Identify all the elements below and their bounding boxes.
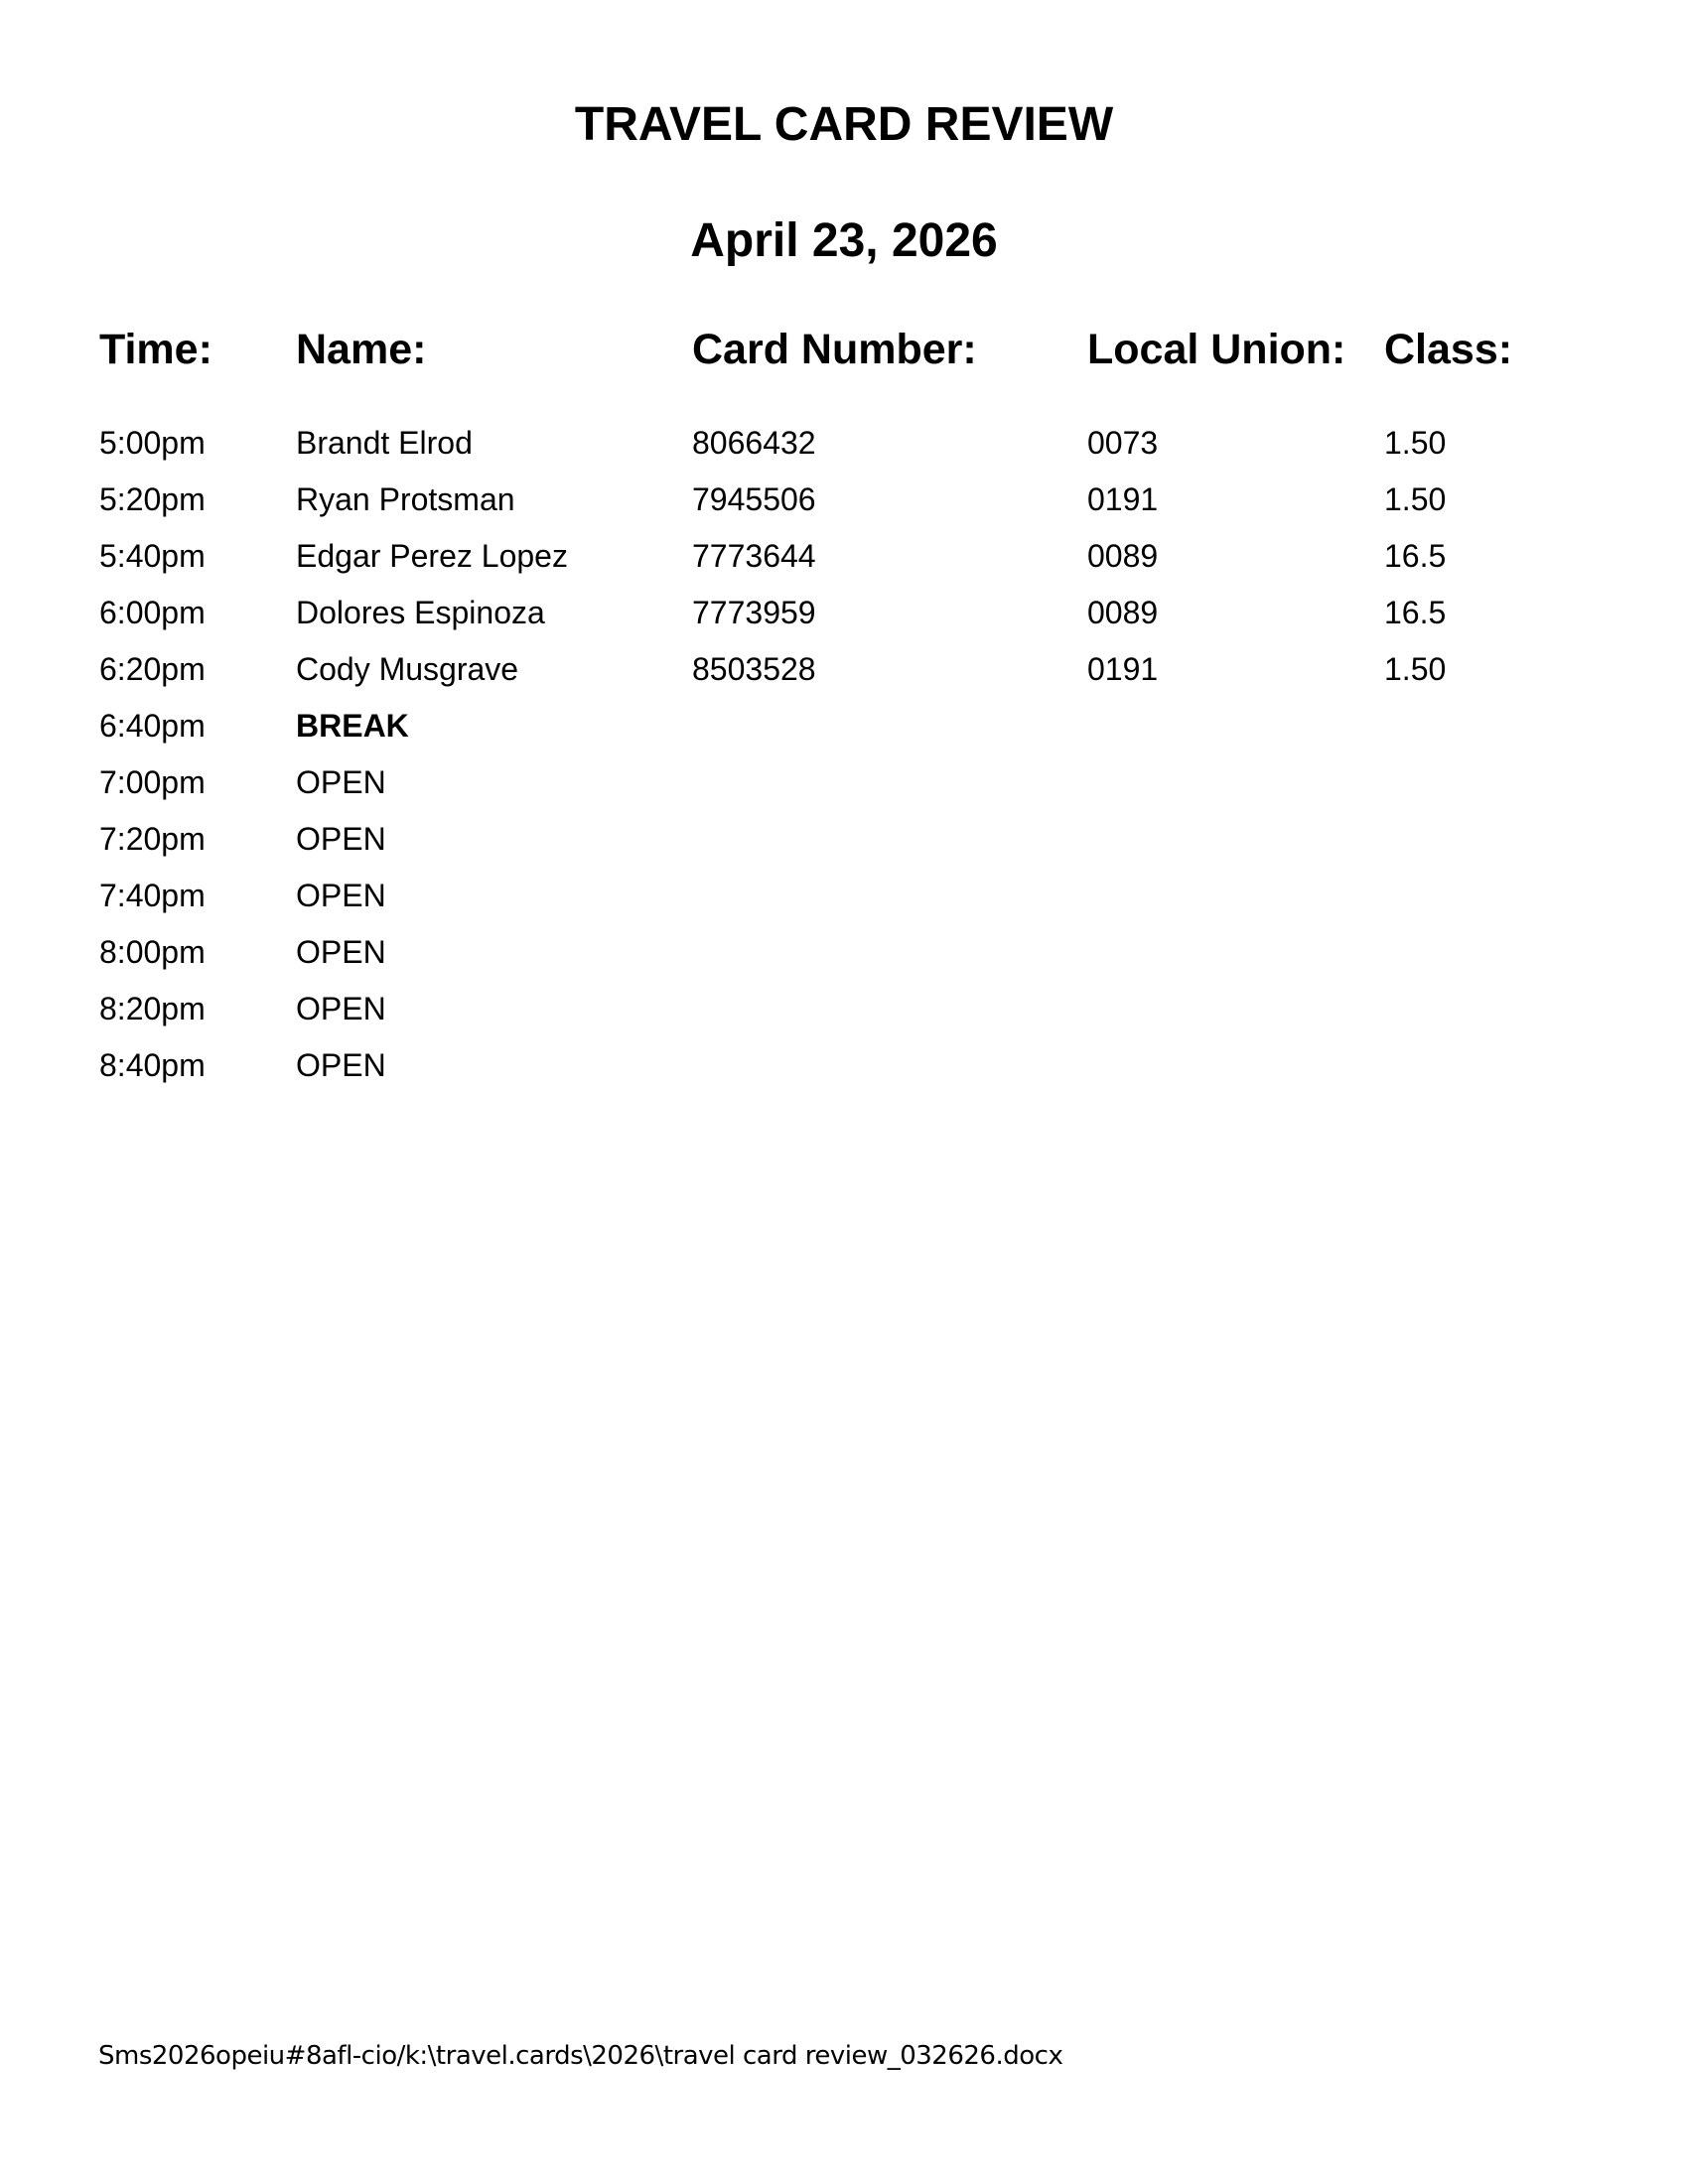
table-row-open bbox=[0, 936, 1688, 976]
row-name-open: OPEN bbox=[296, 934, 386, 970]
table-row-break bbox=[0, 710, 1688, 750]
row-local-union: 0089 bbox=[1087, 538, 1159, 574]
table-row-open bbox=[0, 1049, 1688, 1089]
row-name: Cody Musgrave bbox=[296, 651, 519, 687]
review-date: April 23, 2026 bbox=[690, 214, 998, 267]
row-class: 16.5 bbox=[1384, 595, 1447, 630]
row-card-number: 8066432 bbox=[692, 425, 816, 461]
header-local-union: Local Union: bbox=[1087, 326, 1346, 373]
row-name-open: OPEN bbox=[296, 991, 386, 1026]
footer-file-path: Sms2026opeiu#8afl-cio/k:\travel.cards\2026\travel card review_032626.docx bbox=[98, 2041, 1063, 2071]
table-row-open bbox=[0, 993, 1688, 1032]
row-class: 1.50 bbox=[1384, 651, 1447, 687]
row-name-break: BREAK bbox=[296, 708, 409, 744]
row-local-union: 0191 bbox=[1087, 651, 1159, 687]
row-time: 5:40pm bbox=[99, 538, 206, 574]
row-time: 5:00pm bbox=[99, 425, 206, 461]
header-card-number: Card Number: bbox=[692, 326, 977, 373]
row-time: 8:20pm bbox=[99, 991, 206, 1026]
table-row bbox=[0, 597, 1688, 636]
table-row-open bbox=[0, 823, 1688, 863]
row-time: 5:20pm bbox=[99, 481, 206, 517]
row-local-union: 0191 bbox=[1087, 481, 1159, 517]
row-name-open: OPEN bbox=[296, 878, 386, 913]
row-class: 16.5 bbox=[1384, 538, 1447, 574]
row-local-union: 0089 bbox=[1087, 595, 1159, 630]
row-card-number: 7773644 bbox=[692, 538, 816, 574]
row-name-open: OPEN bbox=[296, 764, 386, 800]
table-row bbox=[0, 483, 1688, 523]
table-row bbox=[0, 653, 1688, 693]
table-row-open bbox=[0, 766, 1688, 806]
table-row bbox=[0, 540, 1688, 580]
row-card-number: 8503528 bbox=[692, 651, 816, 687]
row-class: 1.50 bbox=[1384, 481, 1447, 517]
row-time: 7:00pm bbox=[99, 764, 206, 800]
row-name: Dolores Espinoza bbox=[296, 595, 545, 630]
row-name: Ryan Protsman bbox=[296, 481, 515, 517]
row-name-open: OPEN bbox=[296, 1047, 386, 1083]
row-class: 1.50 bbox=[1384, 425, 1447, 461]
row-time: 7:20pm bbox=[99, 821, 206, 857]
row-local-union: 0073 bbox=[1087, 425, 1159, 461]
header-time: Time: bbox=[99, 326, 212, 373]
header-class: Class: bbox=[1384, 326, 1513, 373]
row-name: Brandt Elrod bbox=[296, 425, 473, 461]
page-title: TRAVEL CARD REVIEW bbox=[574, 98, 1114, 151]
row-name-open: OPEN bbox=[296, 821, 386, 857]
header-name: Name: bbox=[296, 326, 427, 373]
table-row-open bbox=[0, 880, 1688, 919]
table-row bbox=[0, 427, 1688, 467]
row-card-number: 7773959 bbox=[692, 595, 816, 630]
table-header-row bbox=[0, 326, 1688, 376]
row-time: 7:40pm bbox=[99, 878, 206, 913]
row-card-number: 7945506 bbox=[692, 481, 816, 517]
row-time: 6:40pm bbox=[99, 708, 206, 744]
row-time: 6:00pm bbox=[99, 595, 206, 630]
row-time: 8:40pm bbox=[99, 1047, 206, 1083]
row-time: 6:20pm bbox=[99, 651, 206, 687]
row-name: Edgar Perez Lopez bbox=[296, 538, 568, 574]
row-time: 8:00pm bbox=[99, 934, 206, 970]
